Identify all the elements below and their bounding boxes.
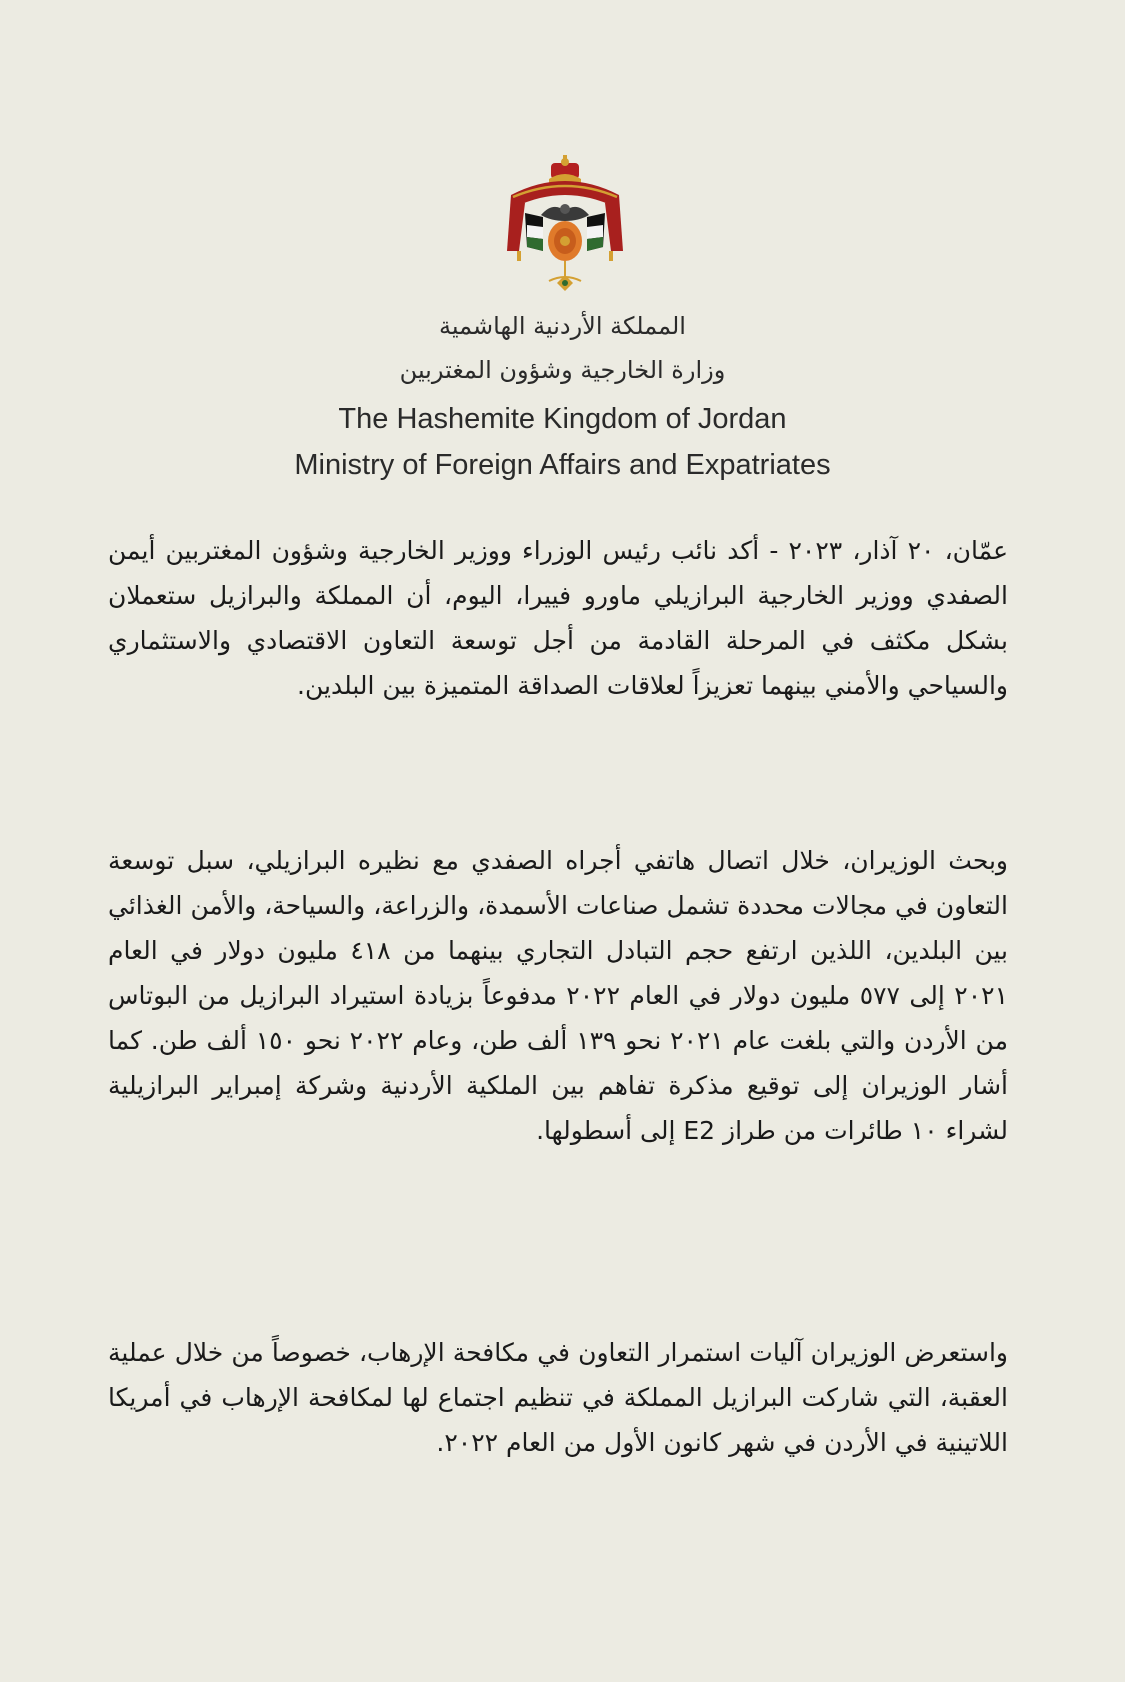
body-paragraph-1: عمّان، ٢٠ آذار، ٢٠٢٣ - أكد نائب رئيس الوزراء ووزير الخارجية وشؤون المغتربين أيمن الصفدي ووزير الخارجية البرازيلي ماورو فييرا، اليوم، أن المملكة والبرازيل ستعملان بشكل مكثف في المرحلة القادمة من أجل توسعة التعاون الاقتصادي والاستثماري والسياحي والأمني بينهما تعزيزاً لعلاقات الصداقة المتميزة بين البلدين. (108, 536, 1009, 700)
shield-icon (548, 221, 582, 261)
crown-icon (549, 155, 581, 185)
eagle-icon (541, 204, 589, 221)
header-english-ministry: Ministry of Foreign Affairs and Expatriates (294, 449, 831, 481)
header-arabic-kingdom: المملكة الأردنية الهاشمية (439, 312, 686, 340)
header-arabic-ministry: وزارة الخارجية وشؤون المغتربين (399, 356, 726, 384)
jordan-coat-of-arms-emblem (503, 155, 627, 305)
header-english-kingdom: The Hashemite Kingdom of Jordan (338, 403, 787, 435)
body-paragraph-3: واستعرض الوزيران آليات استمرار التعاون في مكافحة الإرهاب، خصوصاً من خلال عملية العقبة، التي شاركت البرازيل المملكة في تنظيم اجتماع لها لمكافحة الإرهاب في أمريكا اللاتينية في الأردن في شهر كانون الأول من العام ٢٠٢٢. (108, 1338, 1008, 1457)
body-paragraph-2: وبحث الوزيران، خلال اتصال هاتفي أجراه الصفدي مع نظيره البرازيلي، سبل توسعة التعاون في مجالات محددة تشمل صناعات الأسمدة، والزراعة، والسياحة، والأمن الغذائي بين البلدين، اللذين ارتفع حجم التبادل التجاري بينهما من ٤١٨ مليون دولار في العام ٢٠٢١ إلى ٥٧٧ مليون دولار في العام ٢٠٢٢ مدفوعاً بزيادة استيراد البرازيل من البوتاس من الأردن والتي بلغت عام ٢٠٢١ نحو ١٣٩ ألف طن، وعام ٢٠٢٢ نحو ١٥٠ ألف طن. كما أشار الوزيران إلى توقيع مذكرة تفاهم بين الملكية الأردنية وشركة إمبراير البرازيلية لشراء ١٠ طائرات من طراز E2 إلى أسطولها. (108, 846, 1008, 1145)
order-badge-icon (549, 261, 581, 291)
